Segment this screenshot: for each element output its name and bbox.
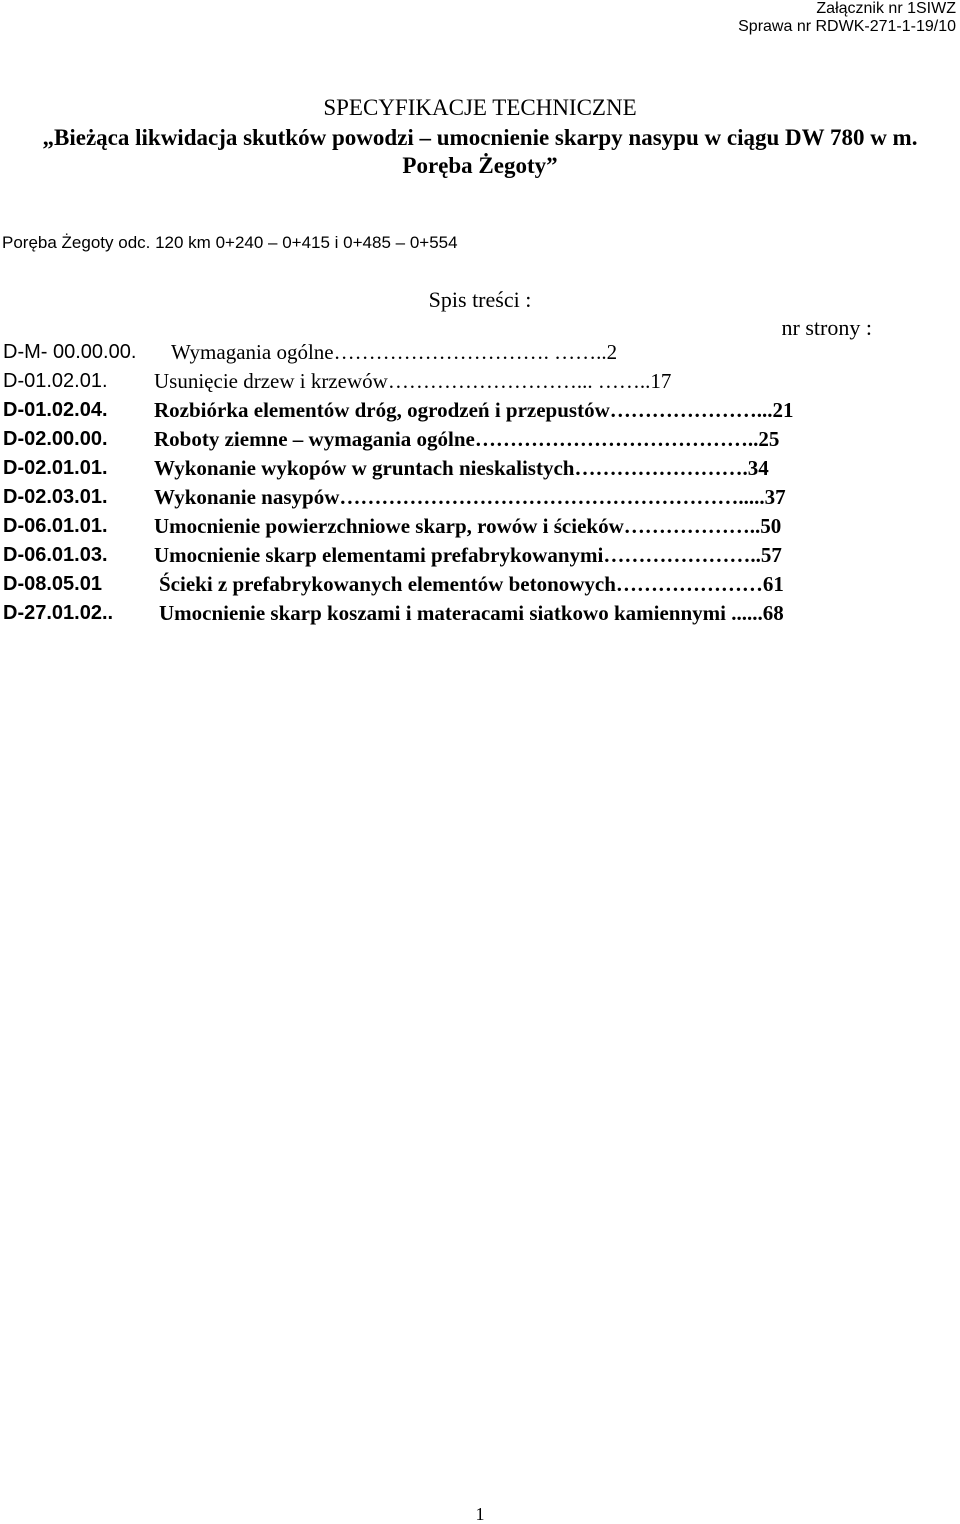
toc-entry-text: Rozbiórka elementów dróg, ogrodzeń i przepustów…………………...21 <box>154 398 794 422</box>
toc-entry <box>3 541 958 570</box>
toc-entry-code: D-02.00.00. <box>3 428 108 450</box>
toc-entry-text: Wykonanie wykopów w gruntach nieskalistych…………………….34 <box>154 456 769 480</box>
toc-entry-code: D-02.03.01. <box>3 486 108 508</box>
toc-entry <box>3 512 958 541</box>
attachment-label: Załącznik nr 1SIWZ <box>816 0 956 17</box>
toc-entry-code: D-06.01.01. <box>3 515 108 537</box>
toc-entry <box>3 570 958 599</box>
page-number: 1 <box>475 1504 485 1524</box>
toc-entry-text: Usunięcie drzew i krzewów………………………... ……..17 <box>154 369 672 393</box>
toc-entry-code: D-08.05.01 <box>3 573 102 595</box>
toc-entry-code: D-01.02.04. <box>3 399 108 421</box>
toc-entry <box>3 454 958 483</box>
document-title: SPECYFIKACJE TECHNICZNE <box>323 95 637 120</box>
toc-entry-code: D-M- 00.00.00. <box>3 341 137 363</box>
toc-entry-text: Roboty ziemne – wymagania ogólne…………………………………..25 <box>154 427 780 451</box>
case-number: Sprawa nr RDWK-271-1-19/10 <box>738 18 956 35</box>
toc-page-column-label: nr strony : <box>781 315 872 340</box>
toc-heading: Spis treści : <box>428 287 532 312</box>
table-of-contents <box>3 338 958 628</box>
location-line: Poręba Żegoty odc. 120 km 0+240 – 0+415 i 0+485 – 0+554 <box>2 233 458 252</box>
toc-entry-text: Umocnienie powierzchniowe skarp, rowów i ścieków………………..50 <box>154 514 782 538</box>
toc-entry <box>3 599 958 628</box>
toc-entry-text: Wymagania ogólne…………………………. ……..2 <box>171 340 618 364</box>
toc-entry <box>3 483 958 512</box>
toc-entry-code: D-01.02.01. <box>3 370 108 392</box>
toc-entry-text: Wykonanie nasypów………………………………………………….....37 <box>154 485 786 509</box>
toc-entry-text: Umocnienie skarp elementami prefabrykowanymi…………………..57 <box>154 543 782 567</box>
toc-entry <box>3 396 958 425</box>
toc-entry-code: D-27.01.02.. <box>3 602 114 624</box>
toc-entry-code: D-06.01.03. <box>3 544 108 566</box>
toc-entry-code: D-02.01.01. <box>3 457 108 479</box>
toc-entry <box>3 425 958 454</box>
document-subtitle-line-1: „Bieżąca likwidacja skutków powodzi – umocnienie skarpy nasypu w ciągu DW 780 w m. <box>42 125 918 150</box>
document-subtitle-line-2: Poręba Żegoty” <box>402 153 558 178</box>
toc-entry-text: Ścieki z prefabrykowanych elementów betonowych…………………61 <box>159 572 784 596</box>
toc-entry <box>3 338 958 367</box>
toc-entry <box>3 367 958 396</box>
toc-entry-text: Umocnienie skarp koszami i materacami siatkowo kamiennymi ......68 <box>159 601 784 625</box>
